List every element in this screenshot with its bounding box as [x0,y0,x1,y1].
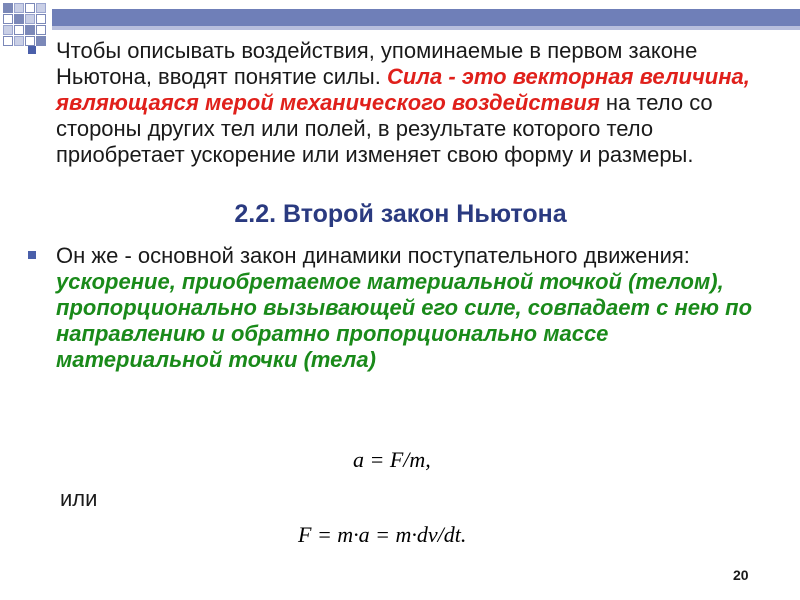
deco-square [14,25,24,35]
paragraph-force-definition [28,38,773,168]
deco-square [25,3,35,13]
page-number: 20 [733,567,749,583]
paragraph-second-law [28,243,773,373]
or-text: или [60,486,98,511]
deco-square [36,14,46,24]
para1-lead: Чтобы описывать воздействия, упоминаемые в первом законе Ньютона, вводят понятие силы. [56,38,698,89]
header-band-light [52,26,800,30]
deco-square [36,25,46,35]
deco-square [25,14,35,24]
deco-square [3,25,13,35]
deco-square [14,14,24,24]
deco-square [36,3,46,13]
force-definition-highlight: Сила - это векторная величина, являющаяся мерой механического воздействия [56,63,750,115]
deco-square [14,3,24,13]
section-heading: 2.2. Второй закон Ньютона [234,199,567,228]
formula-acceleration: a = F/m, [353,447,431,472]
second-law-highlight: ускорение, приобретаемое материальной точкой (телом), пропорционально вызывающей его силе, совпадает с нею по направлению и обратно пропорционально массе материальной точки (тела) [56,269,753,373]
deco-square [3,36,13,46]
slide-content [28,38,773,373]
bullet-square-icon [28,251,36,259]
deco-square [25,25,35,35]
deco-square [3,14,13,24]
para1-tail: на тело со стороны других тел или полей, в результате которого тело приобретает ускорение или изменяет свою форму и размеры. [56,89,713,167]
formula-force: F = m·a = m·dv/dt. [298,522,467,547]
header-band [52,9,800,26]
para2-lead: Он же - основной закон динамики поступательного движения: [56,243,690,269]
deco-square [14,36,24,46]
bullet-square-icon [28,46,36,54]
deco-square [3,3,13,13]
